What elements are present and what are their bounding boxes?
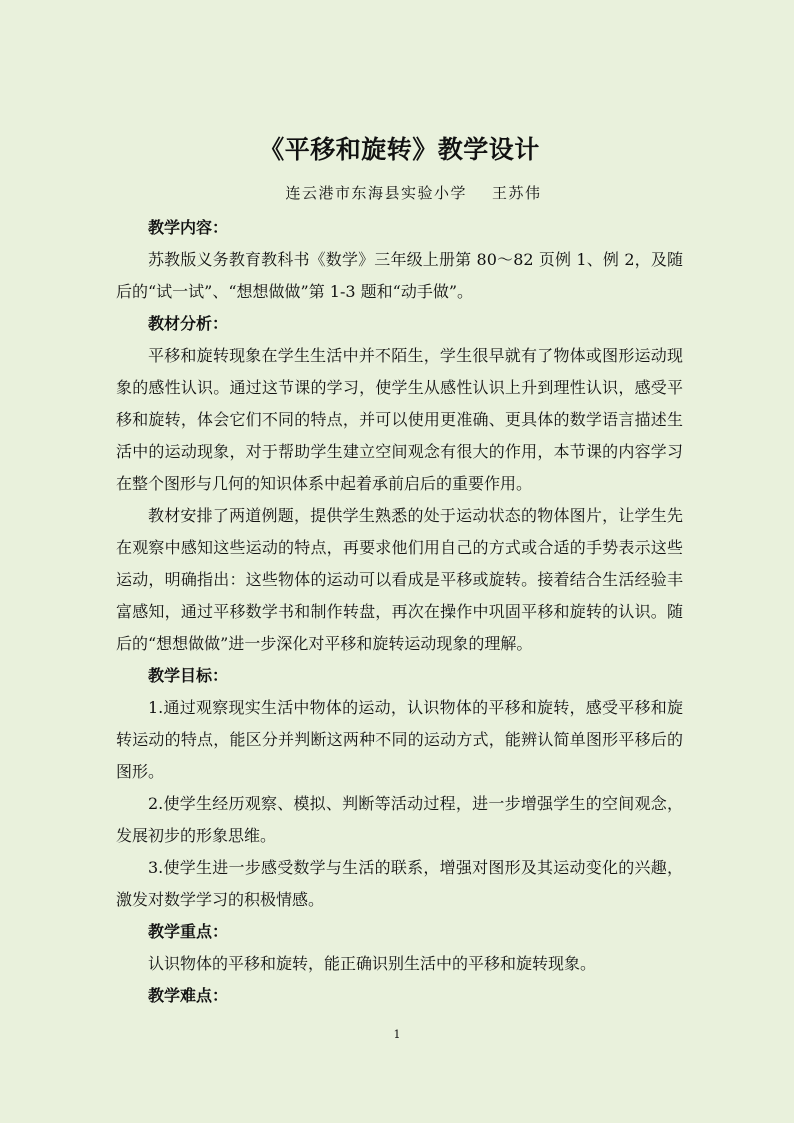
page-number: 1 [393, 1028, 401, 1041]
paragraph: 2.使学生经历观察、模拟、判断等活动过程，进一步增强学生的空间观念，发展初步的形象思维。 [116, 794, 683, 845]
paragraph: 1.通过观察现实生活中物体的运动，认识物体的平移和旋转，感受平移和旋转运动的特点，能区分并判断这两种不同的运动方式，能辨认简单图形平移后的图形。 [116, 698, 683, 781]
section-heading: 教学重点： [148, 922, 229, 941]
section-teaching-goals [116, 660, 683, 916]
section-heading: 教学难点： [148, 986, 229, 1005]
author-line: 连云港市东海县实验小学 王苏伟 [285, 184, 542, 202]
paragraph: 平移和旋转现象在学生生活中并不陌生，学生很早就有了物体或图形运动现象的感性认识。通过这节课的学习，使学生从感性认识上升到理性认识，感受平移和旋转，体会它们不同的特点，并可以使用更准确、更具体的数学语言描述生活中的运动现象，对于帮助学生建立空间观念有很大的作用，本节课的内容学习在整个图形与几何的知识体系中起着承前启后的重要作用。 [116, 346, 683, 493]
paragraph: 教材安排了两道例题，提供学生熟悉的处于运动状态的物体图片，让学生先在观察中感知这些运动的特点，再要求他们用自己的方式或合适的手势表示这些运动，明确指出：这些物体的运动可以看成是平移或旋转。接着结合生活经验丰富感知，通过平移数学书和制作转盘，再次在操作中巩固平移和旋转的认识。随后的“想想做做”进一步深化对平移和旋转运动现象的理解。 [116, 506, 683, 653]
section-teaching-content [116, 212, 683, 308]
document-body [116, 128, 683, 1012]
section-difficulties [116, 980, 683, 1012]
paragraph: 认识物体的平移和旋转，能正确识别生活中的平移和旋转现象。 [148, 954, 597, 973]
document-title: 《平移和旋转》教学设计 [259, 135, 540, 164]
section-heading: 教学内容： [148, 218, 229, 237]
section-key-points [116, 916, 683, 980]
section-heading: 教学目标： [148, 666, 229, 685]
paragraph: 3.使学生进一步感受数学与生活的联系，增强对图形及其运动变化的兴趣，激发对数学学习的积极情感。 [116, 858, 683, 909]
paragraph: 苏教版义务教育教科书《数学》三年级上册第 80～82 页例 1、例 2，及随后的“试一试”、“想想做做”第 1-3 题和“动手做”。 [116, 250, 683, 301]
section-material-analysis [116, 308, 683, 660]
section-heading: 教材分析： [148, 314, 229, 333]
